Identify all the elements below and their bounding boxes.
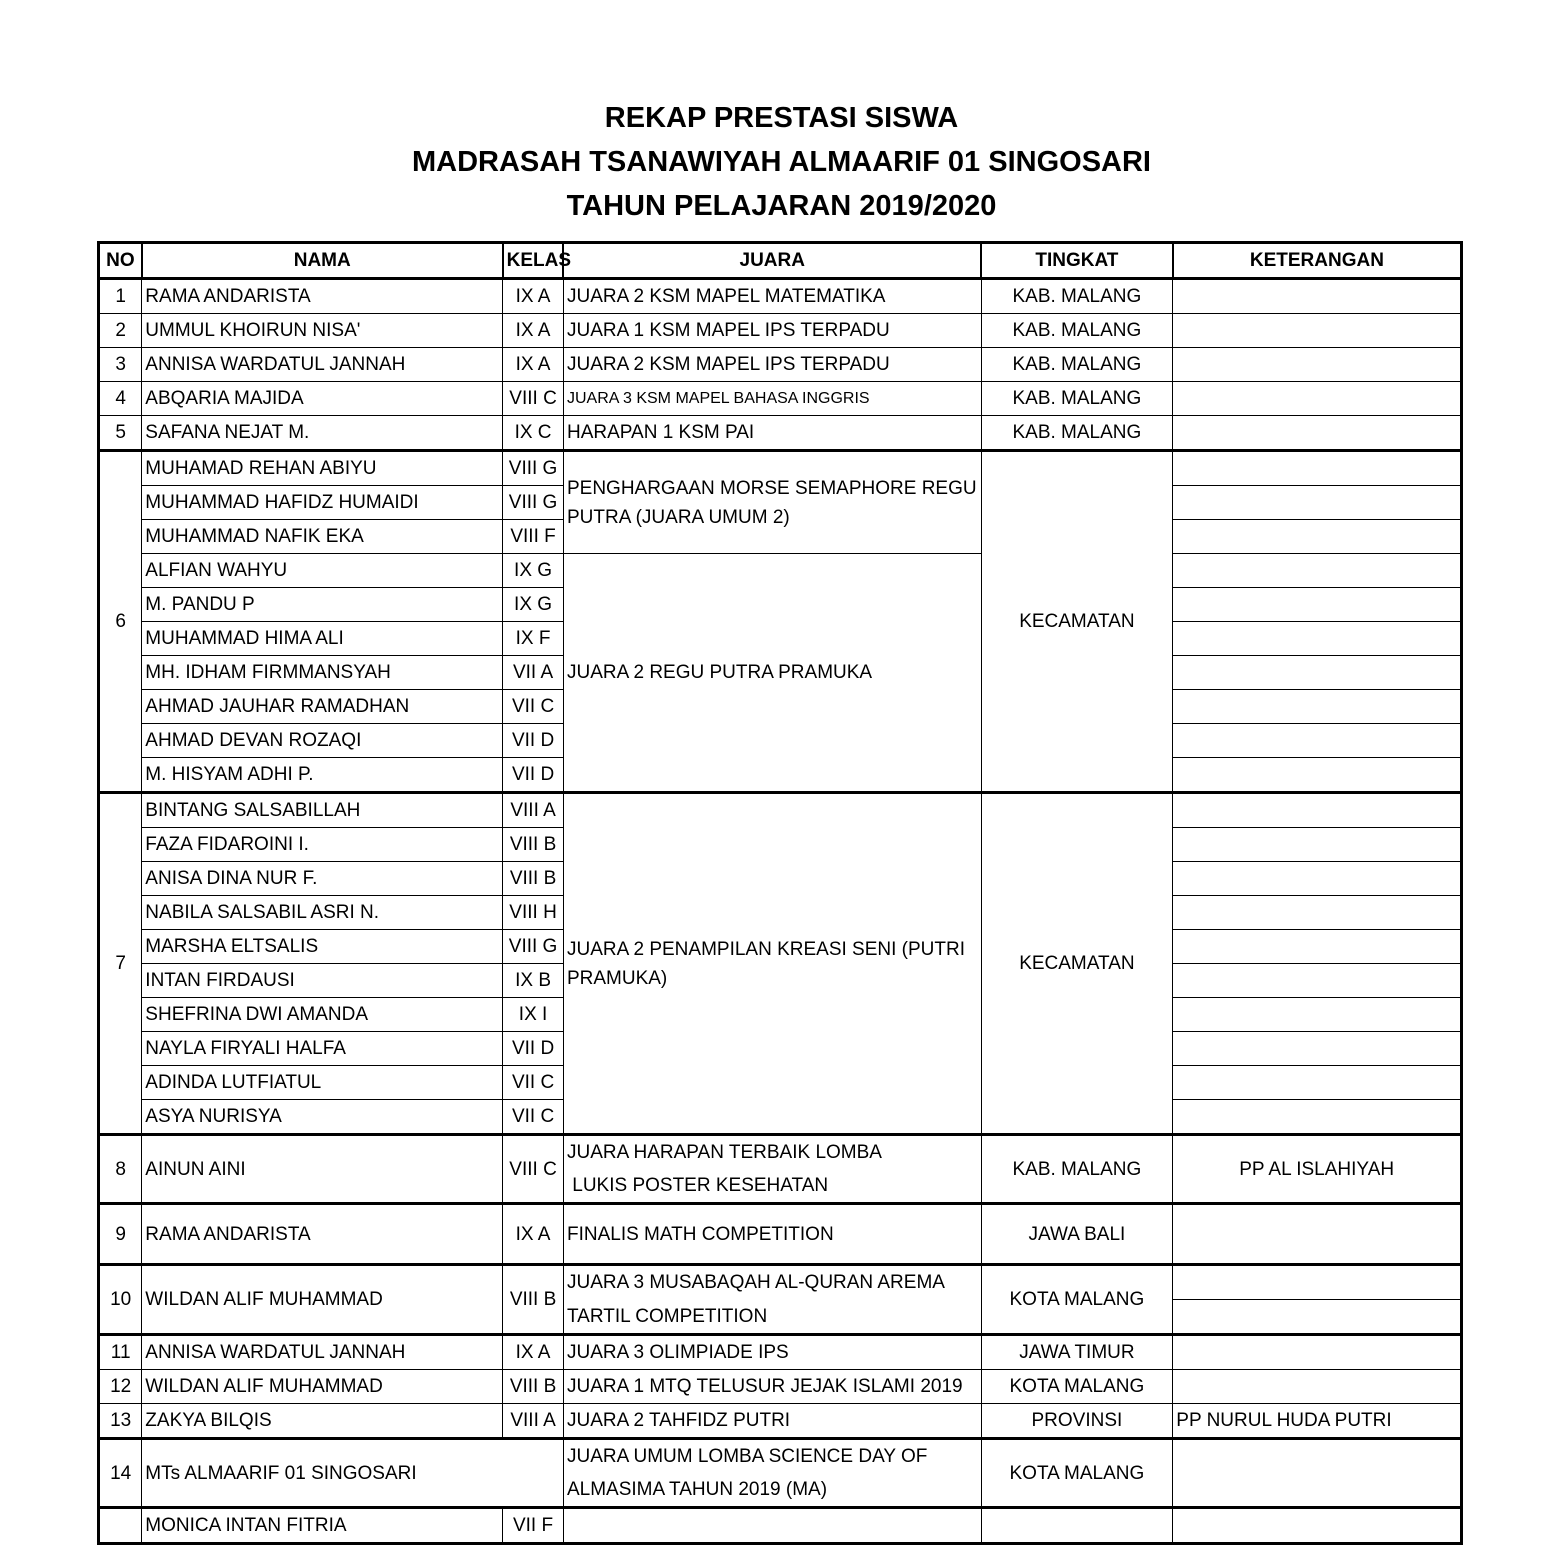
cell-juara	[563, 1135, 981, 1204]
cell-nama: ABQARIA MAJIDA	[142, 382, 503, 416]
table-row	[99, 1439, 1462, 1508]
cell-kelas: IX A	[503, 348, 564, 382]
cell-tingkat: KAB. MALANG	[981, 416, 1173, 451]
cell-nama: FAZA FIDAROINI I.	[142, 828, 503, 862]
cell-nama: WILDAN ALIF MUHAMMAD	[142, 1370, 503, 1404]
cell-kelas: VII C	[503, 1066, 564, 1100]
cell-tingkat: KAB. MALANG	[981, 1135, 1173, 1204]
cell-no	[99, 1508, 142, 1544]
cell-keterangan	[1173, 828, 1462, 862]
cell-keterangan	[1173, 758, 1462, 793]
header-keterangan: KETERANGAN	[1173, 243, 1462, 279]
cell-nama: MTs ALMAARIF 01 SINGOSARI	[142, 1439, 564, 1508]
cell-keterangan	[1173, 279, 1462, 314]
cell-keterangan	[1173, 998, 1462, 1032]
cell-no: 8	[99, 1135, 142, 1204]
cell-juara: FINALIS MATH COMPETITION	[563, 1204, 981, 1265]
cell-tingkat: KECAMATAN	[981, 451, 1173, 793]
table-row	[99, 279, 1462, 314]
cell-kelas: VIII C	[503, 382, 564, 416]
cell-tingkat	[981, 1508, 1173, 1544]
cell-keterangan	[1173, 416, 1462, 451]
cell-kelas: IX G	[503, 588, 564, 622]
cell-kelas: VIII G	[503, 930, 564, 964]
cell-no: 11	[99, 1335, 142, 1370]
cell-nama: MUHAMAD REHAN ABIYU	[142, 451, 503, 486]
cell-keterangan	[1173, 1370, 1462, 1404]
header-no: NO	[99, 243, 142, 279]
cell-kelas: VIII G	[503, 451, 564, 486]
cell-nama: MONICA INTAN FITRIA	[142, 1508, 503, 1544]
table-row	[99, 416, 1462, 451]
cell-nama: AINUN AINI	[142, 1135, 503, 1204]
cell-juara: HARAPAN 1 KSM PAI	[563, 416, 981, 451]
cell-keterangan	[1173, 1100, 1462, 1135]
cell-nama: RAMA ANDARISTA	[142, 279, 503, 314]
cell-nama: M. PANDU P	[142, 588, 503, 622]
title-line-2: MADRASAH TSANAWIYAH ALMAARIF 01 SINGOSARI	[411, 146, 1151, 178]
cell-kelas: VIII B	[503, 1370, 564, 1404]
cell-no: 1	[99, 279, 142, 314]
table-row	[99, 1204, 1462, 1265]
cell-kelas: IX F	[503, 622, 564, 656]
header-tingkat: TINGKAT	[981, 243, 1173, 279]
cell-nama: AHMAD JAUHAR RAMADHAN	[142, 690, 503, 724]
table-header-row	[99, 243, 1462, 279]
cell-kelas: VIII A	[503, 1404, 564, 1439]
cell-kelas: IX A	[503, 1335, 564, 1370]
cell-no: 7	[99, 793, 142, 1135]
cell-tingkat: KAB. MALANG	[981, 279, 1173, 314]
cell-keterangan	[1173, 690, 1462, 724]
cell-tingkat: KOTA MALANG	[981, 1265, 1173, 1335]
cell-kelas: VIII B	[503, 828, 564, 862]
cell-nama: ANNISA WARDATUL JANNAH	[142, 1335, 503, 1370]
table-row	[99, 554, 1462, 588]
cell-juara: JUARA 2 TAHFIDZ PUTRI	[563, 1404, 981, 1439]
header-nama: NAMA	[142, 243, 503, 279]
table-row	[99, 1404, 1462, 1439]
cell-keterangan	[1173, 348, 1462, 382]
cell-no: 5	[99, 416, 142, 451]
cell-kelas: IX A	[503, 314, 564, 348]
cell-nama: ASYA NURISYA	[142, 1100, 503, 1135]
achievement-table	[97, 241, 1463, 1545]
cell-keterangan	[1173, 314, 1462, 348]
table-row	[99, 1370, 1462, 1404]
cell-keterangan	[1173, 554, 1462, 588]
cell-kelas: VII D	[503, 724, 564, 758]
cell-nama: ALFIAN WAHYU	[142, 554, 503, 588]
cell-no: 12	[99, 1370, 142, 1404]
cell-juara: JUARA 2 KSM MAPEL MATEMATIKA	[563, 279, 981, 314]
table-row	[99, 382, 1462, 416]
cell-nama: MUHAMMAD HAFIDZ HUMAIDI	[142, 486, 503, 520]
cell-juara: JUARA 2 KSM MAPEL IPS TERPADU	[563, 348, 981, 382]
cell-keterangan	[1173, 1335, 1462, 1370]
cell-nama: SAFANA NEJAT M.	[142, 416, 503, 451]
cell-juara: PENGHARGAAN MORSE SEMAPHORE REGU PUTRA (JUARA UMUM 2)	[563, 451, 981, 554]
cell-nama: MUHAMMAD HIMA ALI	[142, 622, 503, 656]
cell-juara: JUARA 1 MTQ TELUSUR JEJAK ISLAMI 2019	[563, 1370, 981, 1404]
cell-nama: RAMA ANDARISTA	[142, 1204, 503, 1265]
cell-nama: ZAKYA BILQIS	[142, 1404, 503, 1439]
cell-kelas: VII D	[503, 758, 564, 793]
table-row	[99, 1335, 1462, 1370]
cell-keterangan	[1173, 1204, 1462, 1265]
cell-nama: MUHAMMAD NAFIK EKA	[142, 520, 503, 554]
cell-keterangan: PP NURUL HUDA PUTRI	[1173, 1404, 1462, 1439]
cell-kelas: IX G	[503, 554, 564, 588]
cell-kelas: IX A	[503, 1204, 564, 1265]
cell-no: 4	[99, 382, 142, 416]
title-line-3: TAHUN PELAJARAN 2019/2020	[566, 190, 997, 222]
cell-tingkat: JAWA TIMUR	[981, 1335, 1173, 1370]
juara-line-2: ALMASIMA TAHUN 2019 (MA)	[566, 1479, 828, 1500]
cell-tingkat: PROVINSI	[981, 1404, 1173, 1439]
juara-line-2: LUKIS POSTER KESEHATAN	[566, 1175, 829, 1196]
cell-kelas: VIII B	[503, 862, 564, 896]
cell-juara: JUARA 3 KSM MAPEL BAHASA INGGRIS	[563, 382, 981, 416]
cell-no: 6	[99, 451, 142, 793]
cell-keterangan	[1173, 656, 1462, 690]
cell-keterangan	[1173, 588, 1462, 622]
cell-kelas: IX B	[503, 964, 564, 998]
cell-juara: JUARA 2 PENAMPILAN KREASI SENI (PUTRI PRAMUKA)	[563, 793, 981, 1135]
cell-tingkat: KAB. MALANG	[981, 382, 1173, 416]
cell-nama: INTAN FIRDAUSI	[142, 964, 503, 998]
document-titles	[0, 96, 1563, 228]
cell-no: 3	[99, 348, 142, 382]
cell-tingkat: KOTA MALANG	[981, 1370, 1173, 1404]
cell-keterangan	[1173, 1439, 1462, 1508]
cell-nama: ANNISA WARDATUL JANNAH	[142, 348, 503, 382]
cell-kelas: IX C	[503, 416, 564, 451]
cell-kelas: VII F	[503, 1508, 564, 1544]
cell-nama: WILDAN ALIF MUHAMMAD	[142, 1265, 503, 1335]
title-line-1: REKAP PRESTASI SISWA	[604, 102, 959, 134]
cell-keterangan	[1173, 1032, 1462, 1066]
cell-kelas: VIII A	[503, 793, 564, 828]
cell-kelas: VIII B	[503, 1265, 564, 1335]
cell-kelas: IX A	[503, 279, 564, 314]
cell-keterangan	[1173, 896, 1462, 930]
table-row	[99, 1508, 1462, 1544]
cell-no: 13	[99, 1404, 142, 1439]
cell-nama: MH. IDHAM FIRMMANSYAH	[142, 656, 503, 690]
cell-no: 14	[99, 1439, 142, 1508]
cell-juara: JUARA 3 MUSABAQAH AL-QURAN AREMA	[563, 1265, 981, 1300]
cell-keterangan	[1173, 486, 1462, 520]
cell-juara: JUARA 2 REGU PUTRA PRAMUKA	[563, 554, 981, 793]
cell-juara: JUARA 1 KSM MAPEL IPS TERPADU	[563, 314, 981, 348]
cell-tingkat: KECAMATAN	[981, 793, 1173, 1135]
cell-juara	[563, 1439, 981, 1508]
cell-tingkat: JAWA BALI	[981, 1204, 1173, 1265]
cell-keterangan	[1173, 520, 1462, 554]
table-row	[99, 451, 1462, 486]
cell-keterangan	[1173, 724, 1462, 758]
cell-keterangan	[1173, 930, 1462, 964]
table-row	[99, 1135, 1462, 1204]
cell-keterangan	[1173, 862, 1462, 896]
table-row	[99, 314, 1462, 348]
cell-kelas: VII D	[503, 1032, 564, 1066]
cell-nama: AHMAD DEVAN ROZAQI	[142, 724, 503, 758]
cell-juara: JUARA 3 OLIMPIADE IPS	[563, 1335, 981, 1370]
cell-nama: NAYLA FIRYALI HALFA	[142, 1032, 503, 1066]
cell-keterangan	[1173, 964, 1462, 998]
juara-line-1: JUARA HARAPAN TERBAIK LOMBA	[566, 1142, 882, 1163]
cell-nama: ADINDA LUTFIATUL	[142, 1066, 503, 1100]
cell-juara: TARTIL COMPETITION	[563, 1300, 981, 1335]
cell-tingkat: KAB. MALANG	[981, 314, 1173, 348]
cell-nama: NABILA SALSABIL ASRI N.	[142, 896, 503, 930]
cell-tingkat: KOTA MALANG	[981, 1439, 1173, 1508]
cell-nama: SHEFRINA DWI AMANDA	[142, 998, 503, 1032]
cell-nama: ANISA DINA NUR F.	[142, 862, 503, 896]
cell-keterangan	[1173, 382, 1462, 416]
cell-kelas: VII A	[503, 656, 564, 690]
cell-kelas: VII C	[503, 690, 564, 724]
cell-kelas: VIII G	[503, 486, 564, 520]
cell-kelas: VIII F	[503, 520, 564, 554]
cell-nama: MARSHA ELTSALIS	[142, 930, 503, 964]
table-row	[99, 1265, 1462, 1300]
cell-kelas: VIII H	[503, 896, 564, 930]
cell-nama: UMMUL KHOIRUN NISA'	[142, 314, 503, 348]
cell-keterangan	[1173, 622, 1462, 656]
cell-keterangan	[1173, 451, 1462, 486]
header-kelas: KELAS	[503, 243, 564, 279]
cell-keterangan	[1173, 1300, 1462, 1335]
cell-no: 10	[99, 1265, 142, 1335]
cell-keterangan	[1173, 1265, 1462, 1300]
cell-nama: BINTANG SALSABILLAH	[142, 793, 503, 828]
cell-kelas: VII C	[503, 1100, 564, 1135]
cell-keterangan	[1173, 793, 1462, 828]
cell-juara	[563, 1508, 981, 1544]
cell-keterangan: PP AL ISLAHIYAH	[1173, 1135, 1462, 1204]
table-row	[99, 348, 1462, 382]
juara-line-1: JUARA UMUM LOMBA SCIENCE DAY OF	[566, 1446, 928, 1467]
cell-kelas: VIII C	[503, 1135, 564, 1204]
cell-keterangan	[1173, 1066, 1462, 1100]
table-row	[99, 793, 1462, 828]
cell-keterangan	[1173, 1508, 1462, 1544]
cell-nama: M. HISYAM ADHI P.	[142, 758, 503, 793]
header-juara: JUARA	[563, 243, 981, 279]
cell-tingkat: KAB. MALANG	[981, 348, 1173, 382]
cell-kelas: IX I	[503, 998, 564, 1032]
cell-no: 9	[99, 1204, 142, 1265]
cell-no: 2	[99, 314, 142, 348]
